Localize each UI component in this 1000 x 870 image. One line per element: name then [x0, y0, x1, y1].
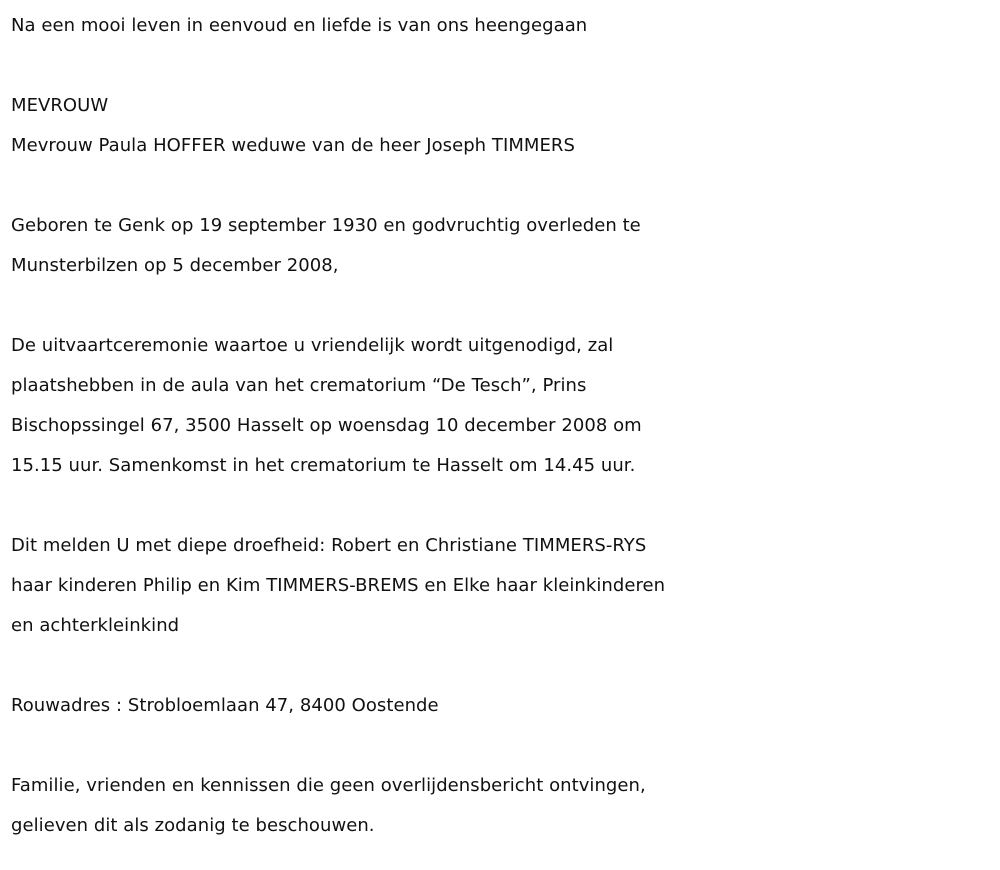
- ceremony-line-4: 15.15 uur. Samenkomst in het crematorium te Hasselt om 14.45 uur.: [11, 455, 636, 476]
- family-line-3: en achterkleinkind: [11, 615, 180, 636]
- birth-death-line-2: Munsterbilzen op 5 december 2008,: [11, 255, 339, 276]
- closing-line-2: gelieven dit als zodanig te beschouwen.: [11, 815, 375, 836]
- birth-death-line-1: Geboren te Genk op 19 september 1930 en godvruchtig overleden te: [11, 215, 641, 236]
- mourning-address: Rouwadres : Strobloemlaan 47, 8400 Oostende: [11, 695, 439, 716]
- closing-line-1: Familie, vrienden en kennissen die geen overlijdensbericht ontvingen,: [11, 775, 646, 796]
- obituary-notice: [11, 6, 996, 846]
- deceased-name: Mevrouw Paula HOFFER weduwe van de heer Joseph TIMMERS: [11, 135, 575, 156]
- ceremony-line-1: De uitvaartceremonie waartoe u vriendelijk wordt uitgenodigd, zal: [11, 335, 614, 356]
- ceremony-line-3: Bischopssingel 67, 3500 Hasselt op woensdag 10 december 2008 om: [11, 415, 642, 436]
- family-line-2: haar kinderen Philip en Kim TIMMERS-BREMS en Elke haar kleinkinderen: [11, 575, 666, 596]
- honorific: MEVROUW: [11, 95, 109, 116]
- family-line-1: Dit melden U met diepe droefheid: Robert en Christiane TIMMERS-RYS: [11, 535, 647, 556]
- intro-line: Na een mooi leven in eenvoud en liefde is van ons heengegaan: [11, 15, 588, 36]
- ceremony-line-2: plaatshebben in de aula van het crematorium “De Tesch”, Prins: [11, 375, 587, 396]
